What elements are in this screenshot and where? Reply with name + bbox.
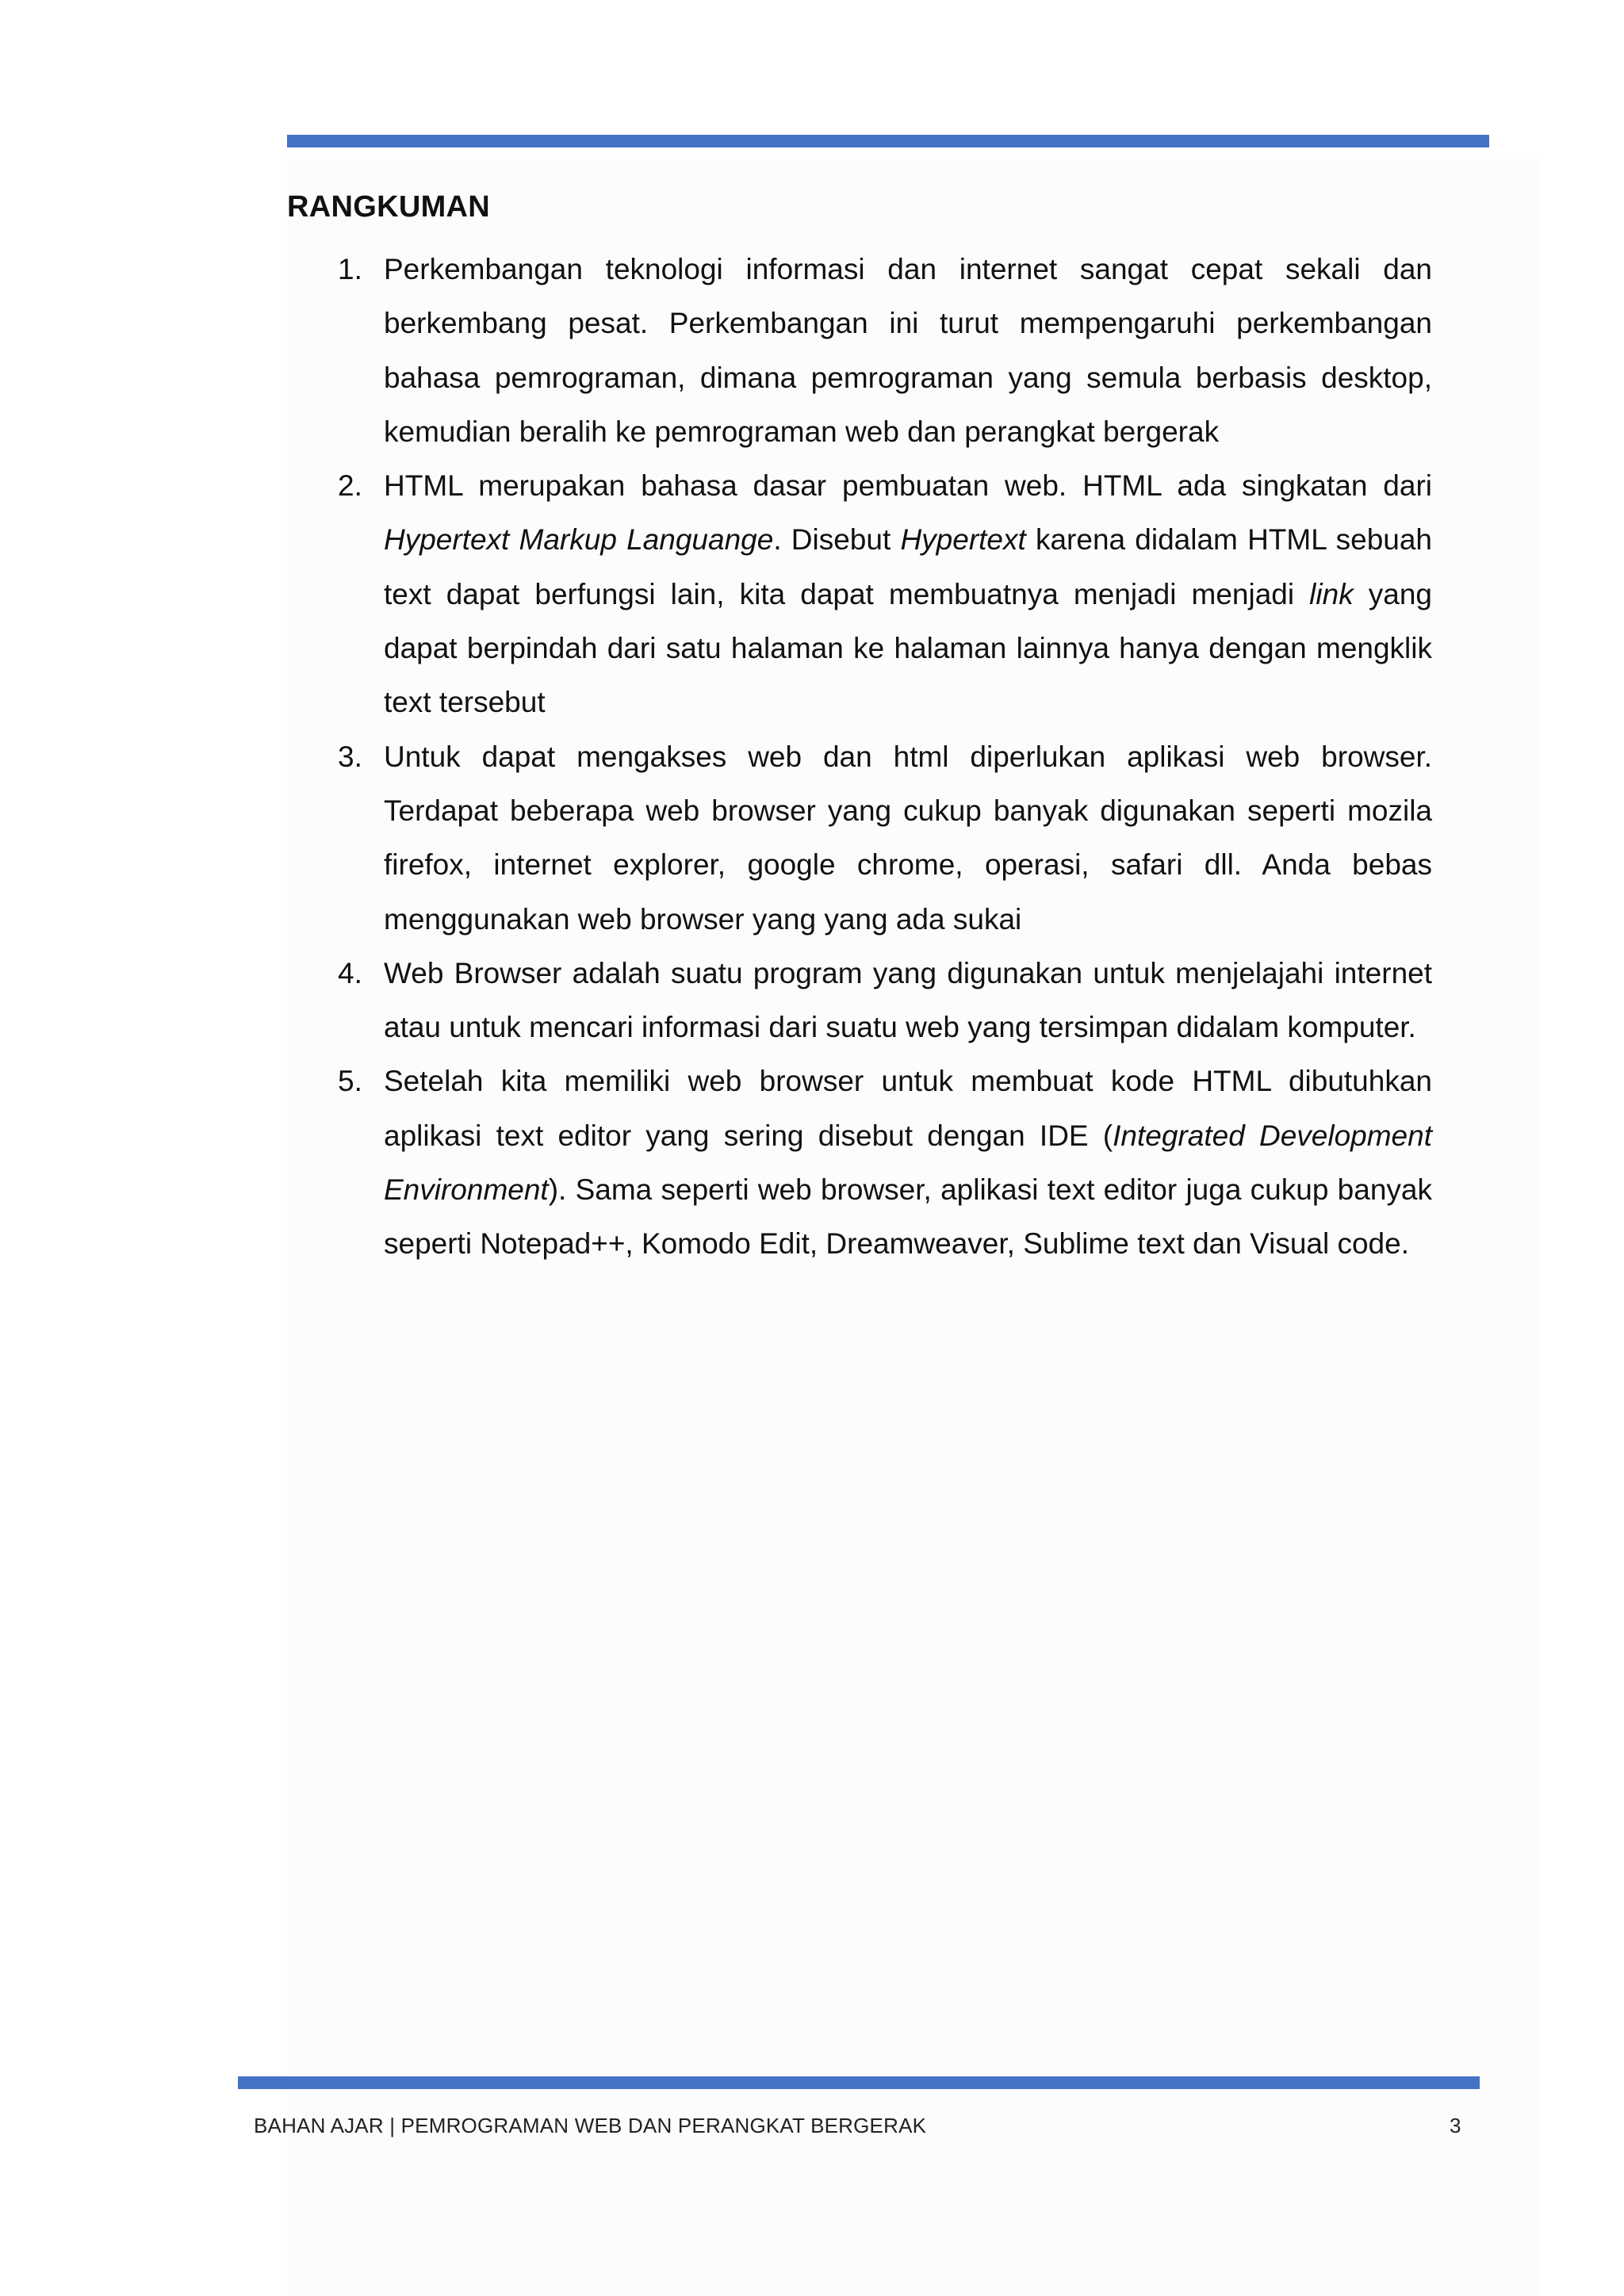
list-item-number [287,947,384,1001]
list-item-number-label: 2. [338,469,362,503]
list-item-number [287,243,384,297]
list-item-number-label: 5. [338,1065,362,1098]
summary-list [287,243,1432,1272]
header-rule [287,135,1489,147]
italic-term: Hypertext Markup Languange [384,523,774,557]
page-number: 3 [1450,2114,1461,2137]
text-run: Untuk dapat mengakses web dan html diperlukan aplikasi web browser. Terdapat beberapa web browser yang cukup banyak digunakan seperti mozila firefox, internet explorer, google chrome, operasi, safari dll. Anda bebas menggunakan web browser yang yang ada sukai [384,740,1432,936]
text-run: yang dapat berpindah dari satu halaman ke halaman lainnya hanya dengan mengklik text tersebut [384,577,1433,719]
text-run: Web Browser adalah suatu program yang digunakan untuk menjelajahi internet atau untuk mencari informasi dari suatu web yang tersimpan didalam komputer. [384,956,1432,1044]
italic-term: link [1309,577,1354,610]
list-item-text [384,947,1432,1055]
text-run: karena didalam HTML sebuah text dapat berfungsi lain, kita dapat membuatnya menjadi menjadi [384,523,1433,610]
list-item-number-label: 4. [338,956,362,989]
italic-term: Integrated Development Environment [384,1119,1432,1207]
text-run: Perkembangan teknologi informasi dan internet sangat cepat sekali dan berkembang pesat. Perkembangan ini turut mempengaruhi perkembangan bahasa pemrograman, dimana pemrograman yang semula berbasis desktop, kemudian beralih ke pemrograman web dan perangkat bergerak [384,253,1432,448]
list-item-number [287,730,384,784]
text-run: ). Sama seperti web browser, aplikasi text editor juga cukup banyak seperti Notepad++, Komodo Edit, Dreamweaver, Sublime text dan Visual code. [384,1173,1432,1261]
list-item-text [384,459,1432,729]
list-item-number-label: 3. [338,740,362,773]
list-item [287,1054,1432,1271]
list-item-text [384,1054,1432,1271]
list-item [287,243,1432,459]
list-item [287,459,1432,729]
list-item-number [287,1054,384,1108]
list-item [287,947,1432,1055]
list-item-number-label: 1. [338,253,362,285]
text-run: Setelah kita memiliki web browser untuk membuat kode HTML dibutuhkan aplikasi text editor yang sering disebut dengan IDE ( [384,1065,1432,1152]
text-run: . Disebut [773,523,901,557]
italic-term: Hypertext [900,523,1026,557]
list-item-text [384,730,1432,947]
list-item [287,730,1432,947]
footer-title: BAHAN AJAR | PEMROGRAMAN WEB DAN PERANGKAT BERGERAK [254,2114,927,2137]
section-heading: RANGKUMAN [287,190,491,224]
list-item-number [287,459,384,513]
footer-rule [238,2076,1480,2089]
list-item-text [384,243,1432,459]
text-run: HTML merupakan bahasa dasar pembuatan web. HTML ada singkatan dari [384,469,1432,503]
